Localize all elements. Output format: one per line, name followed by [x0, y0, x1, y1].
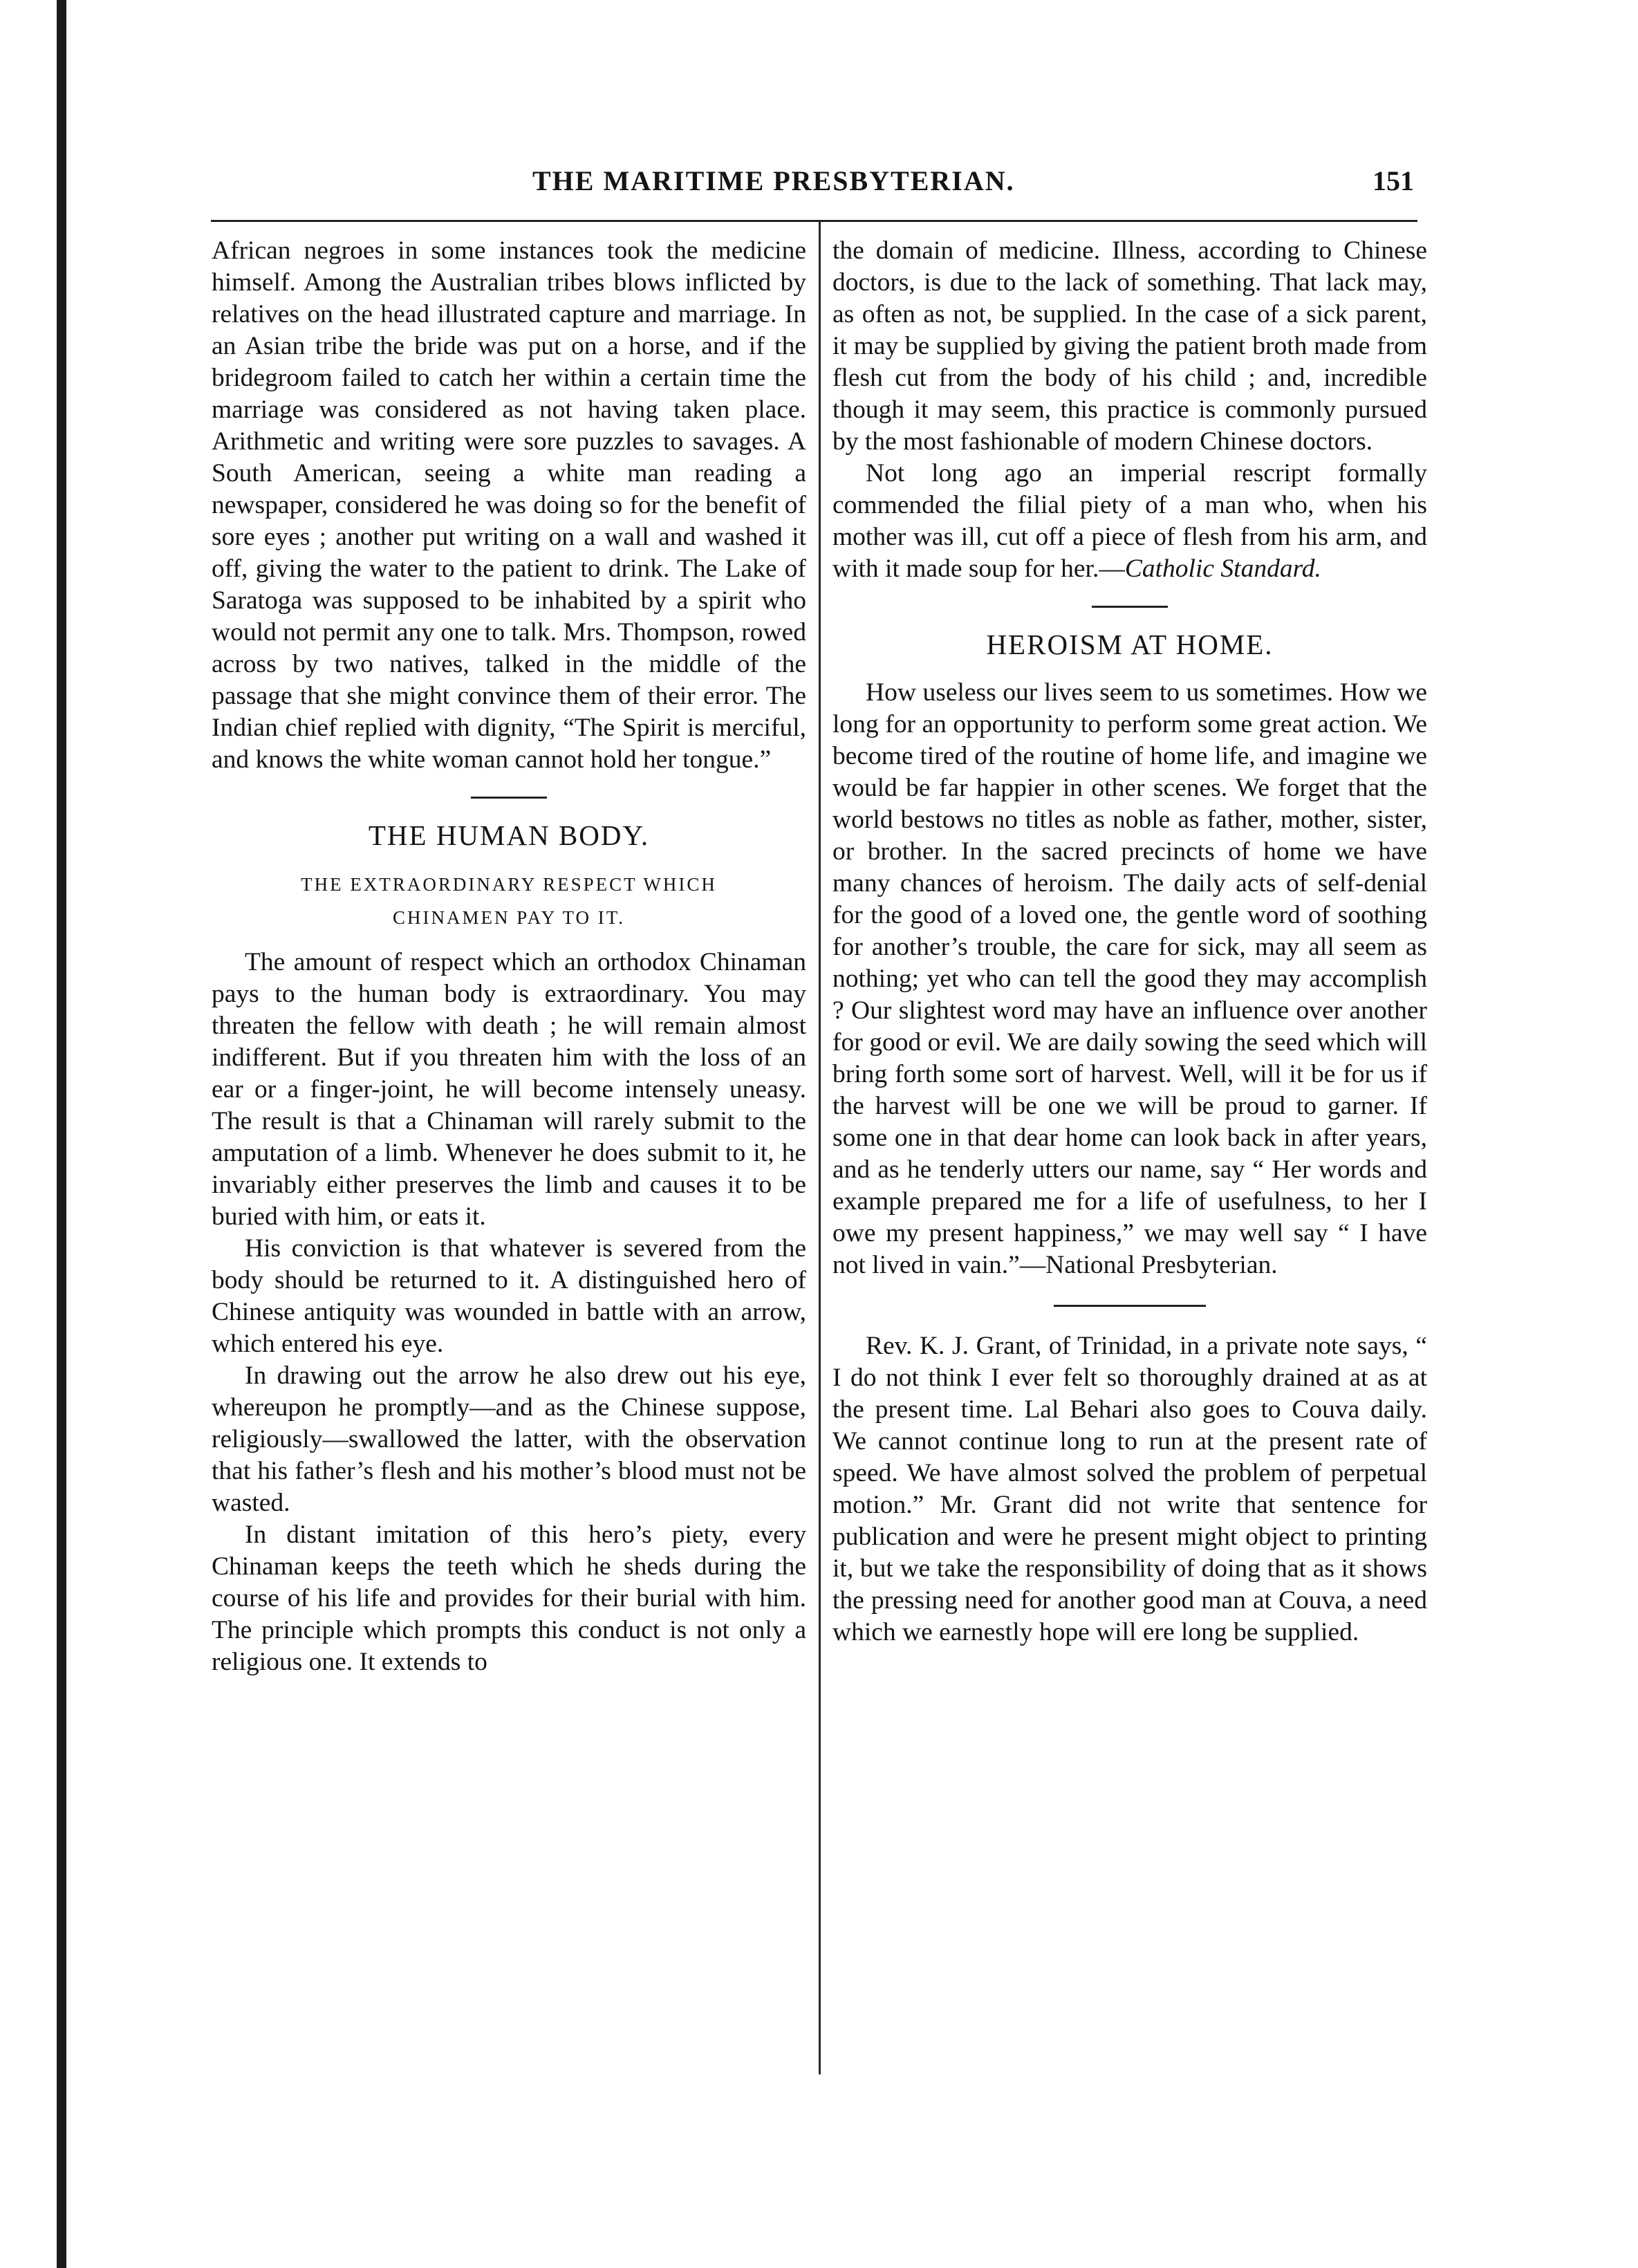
source-citation: Catholic Standard. [1124, 555, 1321, 583]
header-rule [211, 220, 1417, 222]
right-paragraph-3: How useless our lives seem to us sometimes. How we long for an opportunity to perform some great action. We become tired of the routine of home life, and imagine we would be far happier in other scenes. We forget that the world bestows no titles as noble as father, mother, sister, or brother. In the sacred precincts of home we have many chances of heroism. The daily acts of self-denial for the good of a loved one, the gentle word of soothing for another’s trouble, the care for sick, may all seem as nothing; yet who can tell the good they may accomplish ? Our slightest word may have an influence over another for good or evil. We are daily sowing the seed which will bring forth some sort of harvest. Well, will it be for us if the harvest will be one we will be proud to garner. If some one in that dear home can look back in after years, and as he tenderly utters our name, say “ Her words and example prepared me for a life of usefulness, to her I owe my present happiness,” we may well say “ I have not lived in vain.”—National Presbyterian. [832, 678, 1427, 1279]
subheading-line-2: CHINAMEN PAY TO IT. [392, 907, 626, 928]
right-paragraph-2-text: Not long ago an imperial rescript formally commended the filial piety of a man who, when his mother was ill, cut off a piece of flesh from his arm, and with it made soup for her.— [832, 459, 1427, 583]
left-paragraph-1: African negroes in some instances took the medicine himself. Among the Australian tribes blows inflicted by relatives on the head illustrated capture and marriage. In an Asian tribe the bride was put on a horse, and if the bridegroom failed to catch her within a certain time the marriage was considered as not having taken place. Arithmetic and writing were sore puzzles to savages. A South American, seeing a white man reading a newspaper, considered he was doing so for the benefit of sore eyes ; another put writing on a wall and washed it off, giving the water to the patient to drink. The Lake of Saratoga was supposed to be inhabited by a spirit who would not permit any one to talk. Mrs. Thompson, rowed across by two natives, talked in the middle of the passage that she might convince them of their error. The Indian chief replied with dignity, “The Spirit is merciful, and knows the white woman cannot hold her tongue.” [212, 236, 806, 774]
page-number: 151 [1372, 165, 1414, 196]
left-column [212, 235, 806, 1678]
right-paragraph-1: the domain of medicine. Illness, according to Chinese doctors, is due to the lack of something. That lack may, as often as not, be supplied. In the case of a sick parent, it may be supplied by giving the patient broth made from flesh cut from the body of his child ; and, incredible though it may seem, this practice is commonly pursued by the most fashionable of modern Chinese doctors. [832, 236, 1427, 456]
right-paragraph-4: Rev. K. J. Grant, of Trinidad, in a private note says, “ I do not think I ever felt so thoroughly drained at as at the present time. Lal Behari also goes to Couva daily. We cannot continue long to run at the present rate of speed. We have almost solved the problem of perpetual motion.” Mr. Grant did not write that sentence for publication and were he present might object to printing it, but we take the responsibility of doing that as it shows the pressing need for another good man at Couva, a need which we earnestly hope will ere long be supplied. [832, 1332, 1427, 1646]
section-rule [471, 797, 547, 799]
article-subheading [212, 868, 806, 934]
running-head [0, 165, 1638, 206]
section-rule-2 [1092, 606, 1168, 608]
journal-title: THE MARITIME PRESBYTERIAN. [532, 165, 1015, 196]
binding-edge [57, 0, 66, 2268]
separator-rule [1054, 1305, 1206, 1307]
left-paragraph-4: In drawing out the arrow he also drew out his eye, whereupon he promptly—and as the Chinese suppose, religiously—swallowed the latter, with the observation that his father’s flesh and his mother’s blood must not be wasted. [212, 1361, 806, 1517]
article-heading-human-body: THE HUMAN BODY. [368, 819, 650, 851]
right-column [832, 235, 1427, 1648]
left-paragraph-5: In distant imitation of this hero’s piety, every Chinaman keeps the teeth which he sheds during the course of his life and provides for their burial with him. The principle which prompts this conduct is not only a religious one. It extends to [212, 1521, 806, 1676]
subheading-line-1: THE EXTRAORDINARY RESPECT WHICH [301, 874, 717, 895]
left-paragraph-2: The amount of respect which an orthodox Chinaman pays to the human body is extraordinary. You may threaten the fellow with death ; he will remain almost indifferent. But if you threaten him with the loss of an ear or a finger-joint, he will become intensely uneasy. The result is that a Chinaman will rarely submit to the amputation of a limb. Whenever he does submit to it, he invariably either preserves the limb and causes it to be buried with him, or eats it. [212, 948, 806, 1231]
right-paragraph-2 [832, 458, 1427, 585]
article-heading-heroism: HEROISM AT HOME. [986, 629, 1274, 660]
column-divider [819, 221, 821, 2074]
left-paragraph-3: His conviction is that whatever is severed from the body should be returned to it. A distinguished hero of Chinese antiquity was wounded in battle with an arrow, which entered his eye. [212, 1234, 806, 1358]
